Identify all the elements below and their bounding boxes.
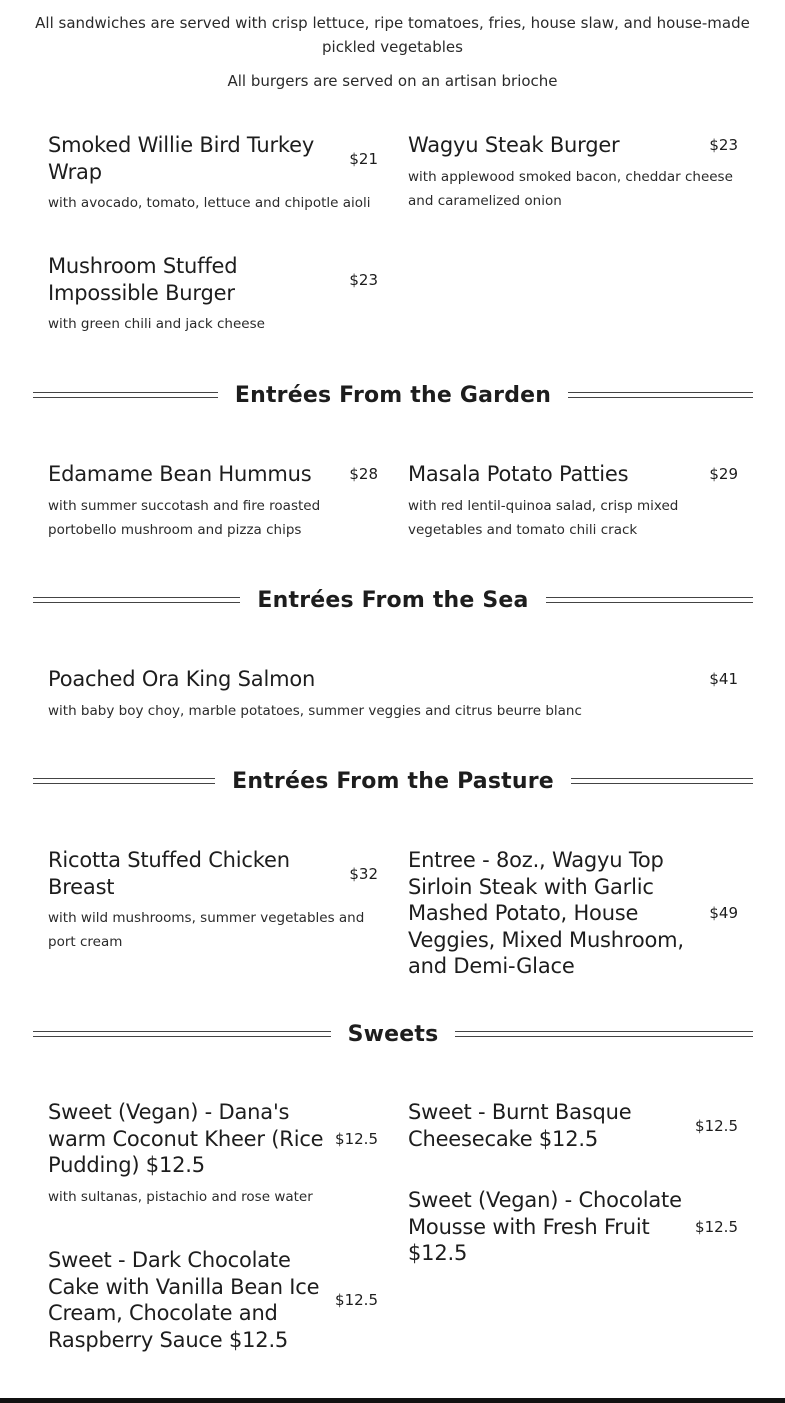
divider	[33, 597, 240, 603]
burger-note: All burgers are served on an artisan brioche	[227, 72, 558, 90]
item-name: Ricotta Stuffed Chicken Breast	[48, 848, 290, 899]
item-description: with red lentil-quinoa salad, crisp mixed vegetables and tomato chili crack	[408, 497, 679, 538]
item-name: Edamame Bean Hummus	[48, 462, 312, 486]
divider	[33, 392, 218, 398]
item-name: Sweet - Dark Chocolate Cake with Vanilla Bean Ice Cream, Chocolate and Raspberry Sauce $12.5	[48, 1248, 320, 1352]
menu-item	[408, 132, 738, 213]
bottom-border	[0, 1398, 785, 1403]
menu-item	[408, 1099, 738, 1152]
item-description: with applewood smoked bacon, cheddar cheese and caramelized onion	[408, 168, 733, 209]
item-price: $21	[349, 149, 378, 168]
item-price: $23	[709, 136, 738, 155]
section-heading-garden	[33, 380, 753, 410]
section-title: Entrées From the Pasture	[232, 768, 554, 794]
menu-item	[48, 666, 738, 723]
menu-item	[48, 461, 378, 542]
item-name: Sweet (Vegan) - Chocolate Mousse with Fresh Fruit $12.5	[408, 1188, 682, 1265]
section-title: Entrées From the Garden	[234, 382, 552, 408]
item-name: Sweet (Vegan) - Dana's warm Coconut Kheer (Rice Pudding) $12.5	[48, 1100, 324, 1177]
item-price: $12.5	[335, 1291, 378, 1309]
item-price: $12.5	[695, 1116, 738, 1135]
item-name: Entree - 8oz., Wagyu Top Sirloin Steak with Garlic Mashed Potato, House Veggies, Mixed Mushroom, and Demi-Glace	[408, 848, 684, 978]
item-price: $23	[349, 270, 378, 289]
item-description: with avocado, tomato, lettuce and chipotle aioli	[48, 195, 371, 211]
divider	[455, 1031, 753, 1037]
item-description: with green chili and jack cheese	[48, 316, 265, 332]
menu-item	[48, 847, 378, 954]
menu-item	[408, 1187, 738, 1267]
menu-item	[408, 461, 738, 542]
item-description: with wild mushrooms, summer vegetables and port cream	[48, 910, 365, 950]
item-price: $29	[709, 465, 738, 484]
menu-item	[48, 253, 378, 336]
item-price: $49	[709, 904, 738, 923]
item-name: Mushroom Stuffed Impossible Burger	[48, 254, 238, 305]
item-name: Masala Potato Patties	[408, 462, 629, 486]
menu-item	[48, 1099, 378, 1209]
item-price: $12.5	[335, 1129, 378, 1148]
divider	[546, 597, 753, 603]
section-heading-sea	[33, 585, 753, 615]
item-name: Smoked Willie Bird Turkey Wrap	[48, 133, 315, 184]
section-title: Entrées From the Sea	[257, 587, 529, 613]
item-name: Poached Ora King Salmon	[48, 667, 316, 691]
divider	[571, 778, 753, 784]
divider	[33, 1031, 331, 1037]
item-price: $12.5	[695, 1217, 738, 1236]
item-name: Wagyu Steak Burger	[408, 133, 620, 157]
section-heading-sweets	[33, 1019, 753, 1049]
item-price: $32	[349, 864, 378, 883]
item-price: $28	[349, 465, 378, 484]
menu-item	[48, 1247, 378, 1353]
item-description: with summer succotash and fire roasted portobello mushroom and pizza chips	[48, 497, 321, 538]
item-price: $41	[709, 670, 738, 689]
menu-item	[408, 847, 738, 980]
section-title: Sweets	[347, 1021, 439, 1047]
divider	[568, 392, 753, 398]
menu-item	[48, 132, 378, 215]
item-description: with sultanas, pistachio and rose water	[48, 1188, 313, 1205]
item-name: Sweet - Burnt Basque Cheesecake $12.5	[408, 1100, 632, 1151]
divider	[33, 778, 215, 784]
sandwich-note: All sandwiches are served with crisp lettuce, ripe tomatoes, fries, house slaw, and house-made pickled vegetables	[35, 14, 750, 56]
section-heading-pasture	[33, 766, 753, 796]
item-description: with baby boy choy, marble potatoes, summer veggies and citrus beurre blanc	[48, 702, 582, 719]
